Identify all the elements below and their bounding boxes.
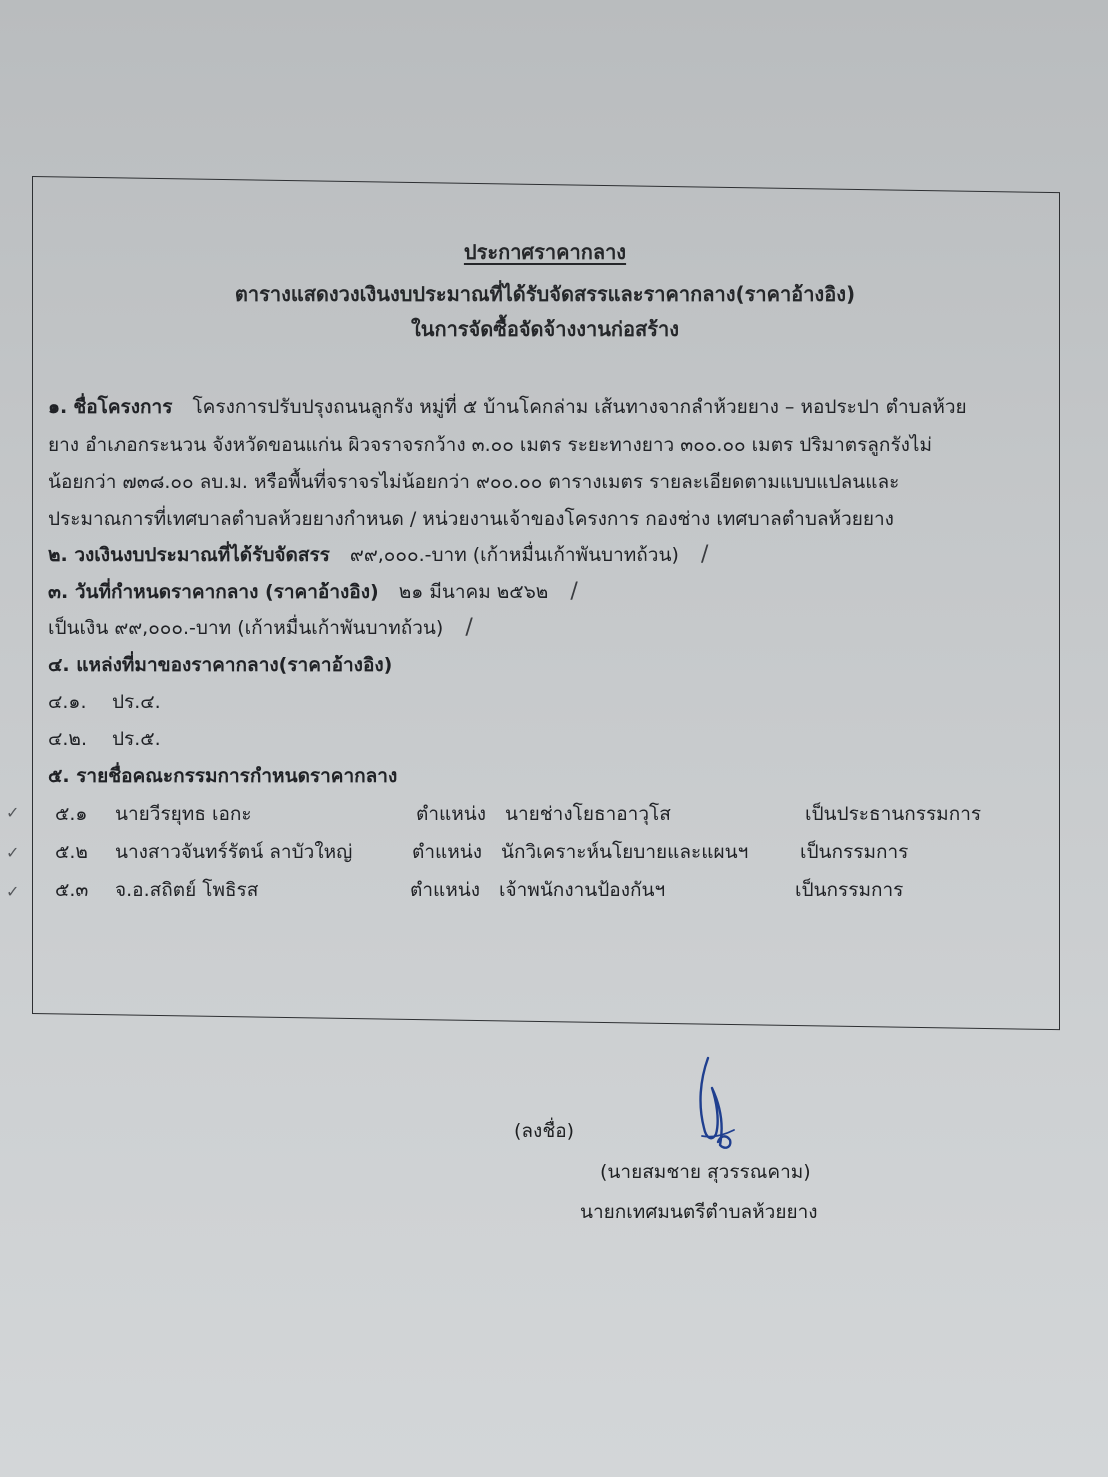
member-name: นางสาวจันทร์รัตน์ ลาบัวใหญ่ bbox=[115, 841, 353, 863]
section1-number: ๑. bbox=[48, 396, 68, 418]
amount-value: เป็นเงิน ๙๙,๐๐๐.-บาท (เก้าหมื่นเก้าพันบาทถ้วน) bbox=[48, 617, 444, 639]
signature-label: (ลงชื่อ) bbox=[514, 1120, 575, 1142]
member-role: เป็นกรรมการ bbox=[800, 841, 909, 863]
budget-label: ๒. วงเงินงบประมาณที่ได้รับจัดสรร bbox=[48, 544, 330, 566]
reference-date-value: ๒๑ มีนาคม ๒๕๖๒ bbox=[398, 581, 549, 603]
source-item-number: ๔.๒. bbox=[48, 728, 87, 750]
member-number: ๕.๑ bbox=[55, 803, 88, 825]
reference-date-line bbox=[48, 577, 578, 607]
member-number: ๕.๓ bbox=[55, 879, 89, 901]
budget-line bbox=[48, 540, 708, 570]
source-item-text: ปร.๔. bbox=[112, 691, 161, 713]
margin-tick-mark: ✓ bbox=[6, 803, 20, 822]
member-position-label: ตำแหน่ง bbox=[416, 803, 487, 825]
pen-tick-mark: / bbox=[570, 579, 578, 604]
signer-title: นายกเทศมนตรีตำบลห้วยยาง bbox=[580, 1201, 818, 1223]
member-name: จ.อ.สถิตย์ โพธิรส bbox=[115, 879, 259, 901]
margin-tick-mark: ✓ bbox=[6, 882, 20, 901]
project-line-3: น้อยกว่า ๗๓๘.๐๐ ลบ.ม. หรือพื้นที่จราจรไม่น้อยกว่า ๙๐๐.๐๐ ตารางเมตร รายละเอียดตามแบบแปลนและ bbox=[48, 471, 900, 493]
document-subtitle-2: ในการจัดซื้อจัดจ้างงานก่อสร้าง bbox=[411, 317, 679, 341]
member-position: นายช่างโยธาอาวุโส bbox=[505, 803, 671, 825]
member-number: ๕.๒ bbox=[55, 841, 88, 863]
reference-date-label: ๓. วันที่กำหนดราคากลาง (ราคาอ้างอิง) bbox=[48, 581, 379, 603]
member-role: เป็นกรรมการ bbox=[795, 879, 904, 901]
member-name: นายวีรยุทธ เอกะ bbox=[115, 803, 252, 825]
amount-line bbox=[48, 613, 473, 643]
committee-label: ๕. รายชื่อคณะกรรมการกำหนดราคากลาง bbox=[48, 765, 398, 787]
project-line-2: ยาง อำเภอกระนวน จังหวัดขอนแก่น ผิวจราจรกว้าง ๓.๐๐ เมตร ระยะทางยาว ๓๐๐.๐๐ เมตร ปริมาตรลูกรังไม่ bbox=[48, 434, 933, 456]
margin-tick-mark: ✓ bbox=[6, 843, 20, 862]
project-text-1: โครงการปรับปรุงถนนลูกรัง หมู่ที่ ๕ บ้านโคกล่าม เส้นทางจากลำห้วยยาง – หอประปา ตำบลห้วย bbox=[192, 396, 967, 418]
source-item-text: ปร.๕. bbox=[112, 728, 161, 750]
document-title: ประกาศราคากลาง bbox=[463, 240, 627, 264]
project-line-4: ประมาณการที่เทศบาลตำบลห้วยยางกำหนด / หน่วยงานเจ้าของโครงการ กองช่าง เทศบาลตำบลห้วยยาง bbox=[48, 508, 894, 530]
section1-label: ชื่อโครงการ bbox=[73, 396, 173, 418]
member-position-label: ตำแหน่ง bbox=[410, 879, 481, 901]
budget-value: ๙๙,๐๐๐.-บาท (เก้าหมื่นเก้าพันบาทถ้วน) bbox=[349, 544, 679, 566]
document-subtitle: ตารางแสดงวงเงินงบประมาณที่ได้รับจัดสรรและราคากลาง(ราคาอ้างอิง) bbox=[234, 282, 856, 306]
pen-tick-mark: / bbox=[700, 542, 709, 567]
handwritten-signature bbox=[690, 1050, 750, 1160]
member-role: เป็นประธานกรรมการ bbox=[805, 803, 982, 825]
signer-name: (นายสมชาย สุวรรณคาม) bbox=[600, 1161, 811, 1183]
price-source-label: ๔. แหล่งที่มาของราคากลาง(ราคาอ้างอิง) bbox=[48, 654, 393, 676]
pen-tick-mark: / bbox=[465, 615, 473, 640]
member-position: เจ้าพนักงานป้องกันฯ bbox=[499, 879, 666, 901]
source-item-number: ๔.๑. bbox=[48, 691, 87, 713]
member-position: นักวิเคราะห์นโยบายและแผนฯ bbox=[501, 841, 749, 863]
project-line-1 bbox=[48, 392, 967, 422]
member-position-label: ตำแหน่ง bbox=[412, 841, 483, 863]
